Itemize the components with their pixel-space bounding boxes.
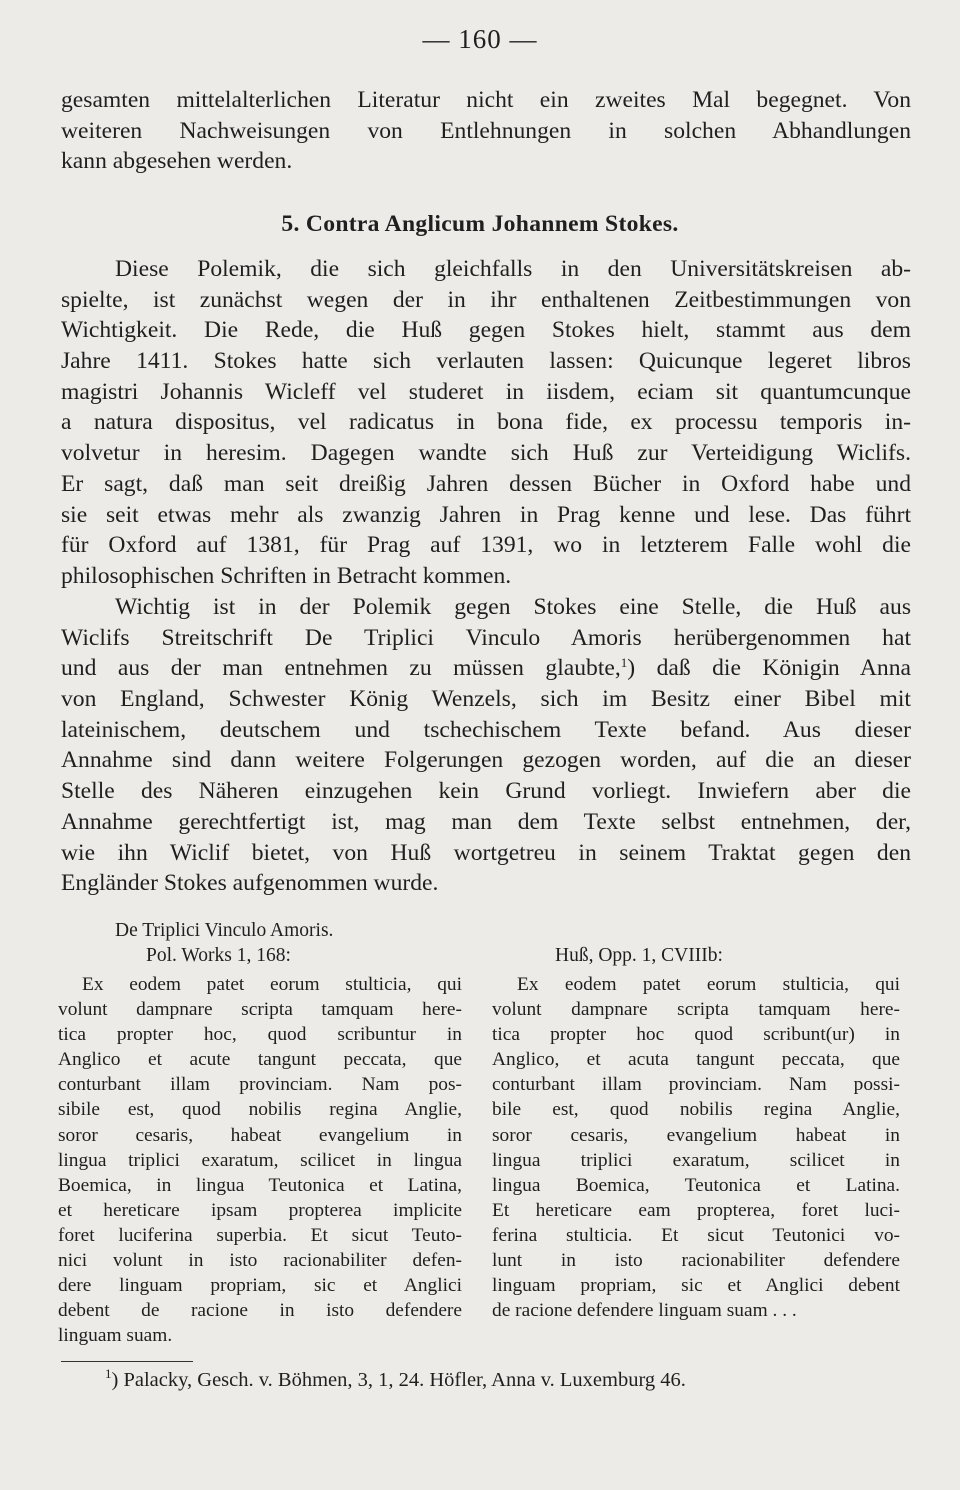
column-line: lunt in isto racionabiliter defendere <box>492 1250 900 1272</box>
column-source: Huß, Opp. 1, CVIIIb: <box>555 945 723 966</box>
column-line: conturbant illam provinciam. Nam pos- <box>58 1074 462 1096</box>
footnote-reference: 1 <box>620 655 628 671</box>
text-line: spielte, ist zunächst wegen der in ihr enthaltenen Zeitbestimmungen von <box>61 286 911 313</box>
column-line: Anglico et acute tangunt peccata, que <box>58 1049 462 1071</box>
column-line: de racione defendere linguam suam . . . <box>492 1300 797 1322</box>
text-line: für Oxford auf 1381, für Prag auf 1391, wo in letzterem Falle wohl die <box>61 532 911 559</box>
text-line: a natura dispositus, vel radicatus in bona fide, ex processu temporis in- <box>61 409 911 436</box>
text-line: Engländer Stokes aufgenommen wurde. <box>61 870 439 897</box>
text-line: Stelle des Näheren einzugehen kein Grund vorliegt. Inwiefern aber die <box>61 778 911 805</box>
column-line: lingua Boemica, Teutonica et Latina. <box>492 1174 900 1196</box>
column-line: volunt dampnare scripta tamquam here- <box>58 999 462 1021</box>
column-line: tica propter hoc, quod scribuntur in <box>58 1024 462 1046</box>
text-line-with-footnote <box>61 653 911 684</box>
text-line: weiteren Nachweisungen von Entlehnungen in solchen Abhandlungen <box>61 117 911 144</box>
text-line: gesamten mittelalterlichen Literatur nicht ein zweites Mal begegnet. Von <box>61 87 911 113</box>
text-line: Jahre 1411. Stokes hatte sich verlauten lassen: Quicunque legeret libros <box>61 348 911 375</box>
column-line: bile est, quod nobilis regina Anglie, <box>492 1099 900 1121</box>
column-line: soror cesaris, habeat evangelium in <box>58 1124 462 1146</box>
page-number: — 160 — <box>422 24 538 54</box>
text-line: Wichtigkeit. Die Rede, die Huß gegen Stokes hielt, stammt aus dem <box>61 317 911 344</box>
column-title: De Triplici Vinculo Amoris. <box>115 920 334 941</box>
column-line: foret luciferina superbia. Et sicut Teuto- <box>58 1224 462 1246</box>
column-line: debent de racione in isto defendere <box>58 1300 462 1322</box>
text-line: Wiclifs Streitschrift De Triplici Vinculo Amoris herübergenommen hat <box>61 624 911 651</box>
column-line: volunt dampnare scripta tamquam here- <box>492 999 900 1021</box>
text-line: sie seit etwas mehr als zwanzig Jahren in Prag kenne und lese. Das führt <box>61 501 911 528</box>
column-source: Pol. Works 1, 168: <box>146 945 291 966</box>
right-column-huss <box>492 943 900 1323</box>
text-line: Wichtig ist in der Polemik gegen Stokes eine Stelle, die Huß aus <box>115 594 911 620</box>
text-segment: ) daß die Königin Anna <box>627 655 911 682</box>
column-line: et hereticare ipsam propterea implicite <box>58 1199 462 1221</box>
column-line: ferina stulticia. Et sicut Teutonici vo- <box>492 1224 900 1246</box>
footnote-divider <box>61 1361 193 1362</box>
text-line: Annahme sind dann weitere Folgerungen gezogen worden, auf die an dieser <box>61 747 911 774</box>
text-line: von England, Schwester König Wenzels, sich im Besitz einer Bibel mit <box>61 686 911 713</box>
intro-paragraph <box>61 85 911 177</box>
section-heading: 5. Contra Anglicum Johannem Stokes. <box>281 211 679 237</box>
text-line: kann abgesehen werden. <box>61 148 293 175</box>
column-line: soror cesaris, evangelium habeat in <box>492 1124 900 1146</box>
column-line: linguam propriam, sic et Anglici debent <box>492 1275 900 1297</box>
paragraph-one <box>61 254 911 592</box>
column-line: lingua triplici exaratum, scilicet in lingua <box>58 1149 462 1171</box>
text-line: philosophischen Schriften in Betracht kommen. <box>61 562 512 589</box>
column-line: tica propter hoc quod scribunt(ur) in <box>492 1024 900 1046</box>
text-line: magistri Johannis Wicleff vel studeret in iisdem, eciam sit quantumcunque <box>61 378 911 405</box>
footnote-text: ) Palacky, Gesch. v. Böhmen, 3, 1, 24. Höfler, Anna v. Luxemburg 46. <box>111 1369 686 1391</box>
column-line: nici volunt in isto racionabiliter defen- <box>58 1250 462 1272</box>
text-segment: und aus der man entnehmen zu müssen glaubte, <box>61 655 621 682</box>
column-line: sibile est, quod nobilis regina Anglie, <box>58 1099 462 1121</box>
left-column-wiclif <box>58 918 462 1348</box>
column-line: Anglico, et acuta tangunt peccata, que <box>492 1049 900 1071</box>
text-line: Diese Polemik, die sich gleichfalls in den Universitätskreisen ab- <box>115 256 911 282</box>
paragraph-two <box>61 592 911 899</box>
column-line: conturbant illam provinciam. Nam possi- <box>492 1074 900 1096</box>
text-line: wie ihn Wiclif bietet, von Huß wortgetreu in seinem Traktat gegen den <box>61 839 911 866</box>
footnote-marker: 1 <box>105 1366 112 1381</box>
column-line: lingua triplici exaratum, scilicet in <box>492 1149 900 1171</box>
text-line: volvetur in heresim. Dagegen wandte sich Huß zur Verteidigung Wiclifs. <box>61 440 911 467</box>
column-line: Boemica, in lingua Teutonica et Latina, <box>58 1174 462 1196</box>
column-line: dere linguam propriam, sic et Anglici <box>58 1275 462 1297</box>
column-line: Ex eodem patet eorum stulticia, qui <box>517 974 900 995</box>
column-line: Ex eodem patet eorum stulticia, qui <box>82 974 462 995</box>
column-line: Et hereticare eam propterea, foret luci- <box>492 1199 900 1221</box>
text-line: Er sagt, daß man seit dreißig Jahren dessen Bücher in Oxford habe und <box>61 470 911 497</box>
footnote <box>105 1366 865 1394</box>
text-line: lateinischem, deutschem und tschechischem Texte befand. Aus dieser <box>61 716 911 743</box>
text-line: Annahme gerechtfertigt ist, mag man dem Texte selbst entnehmen, der, <box>61 808 911 835</box>
column-line: linguam suam. <box>58 1325 173 1347</box>
